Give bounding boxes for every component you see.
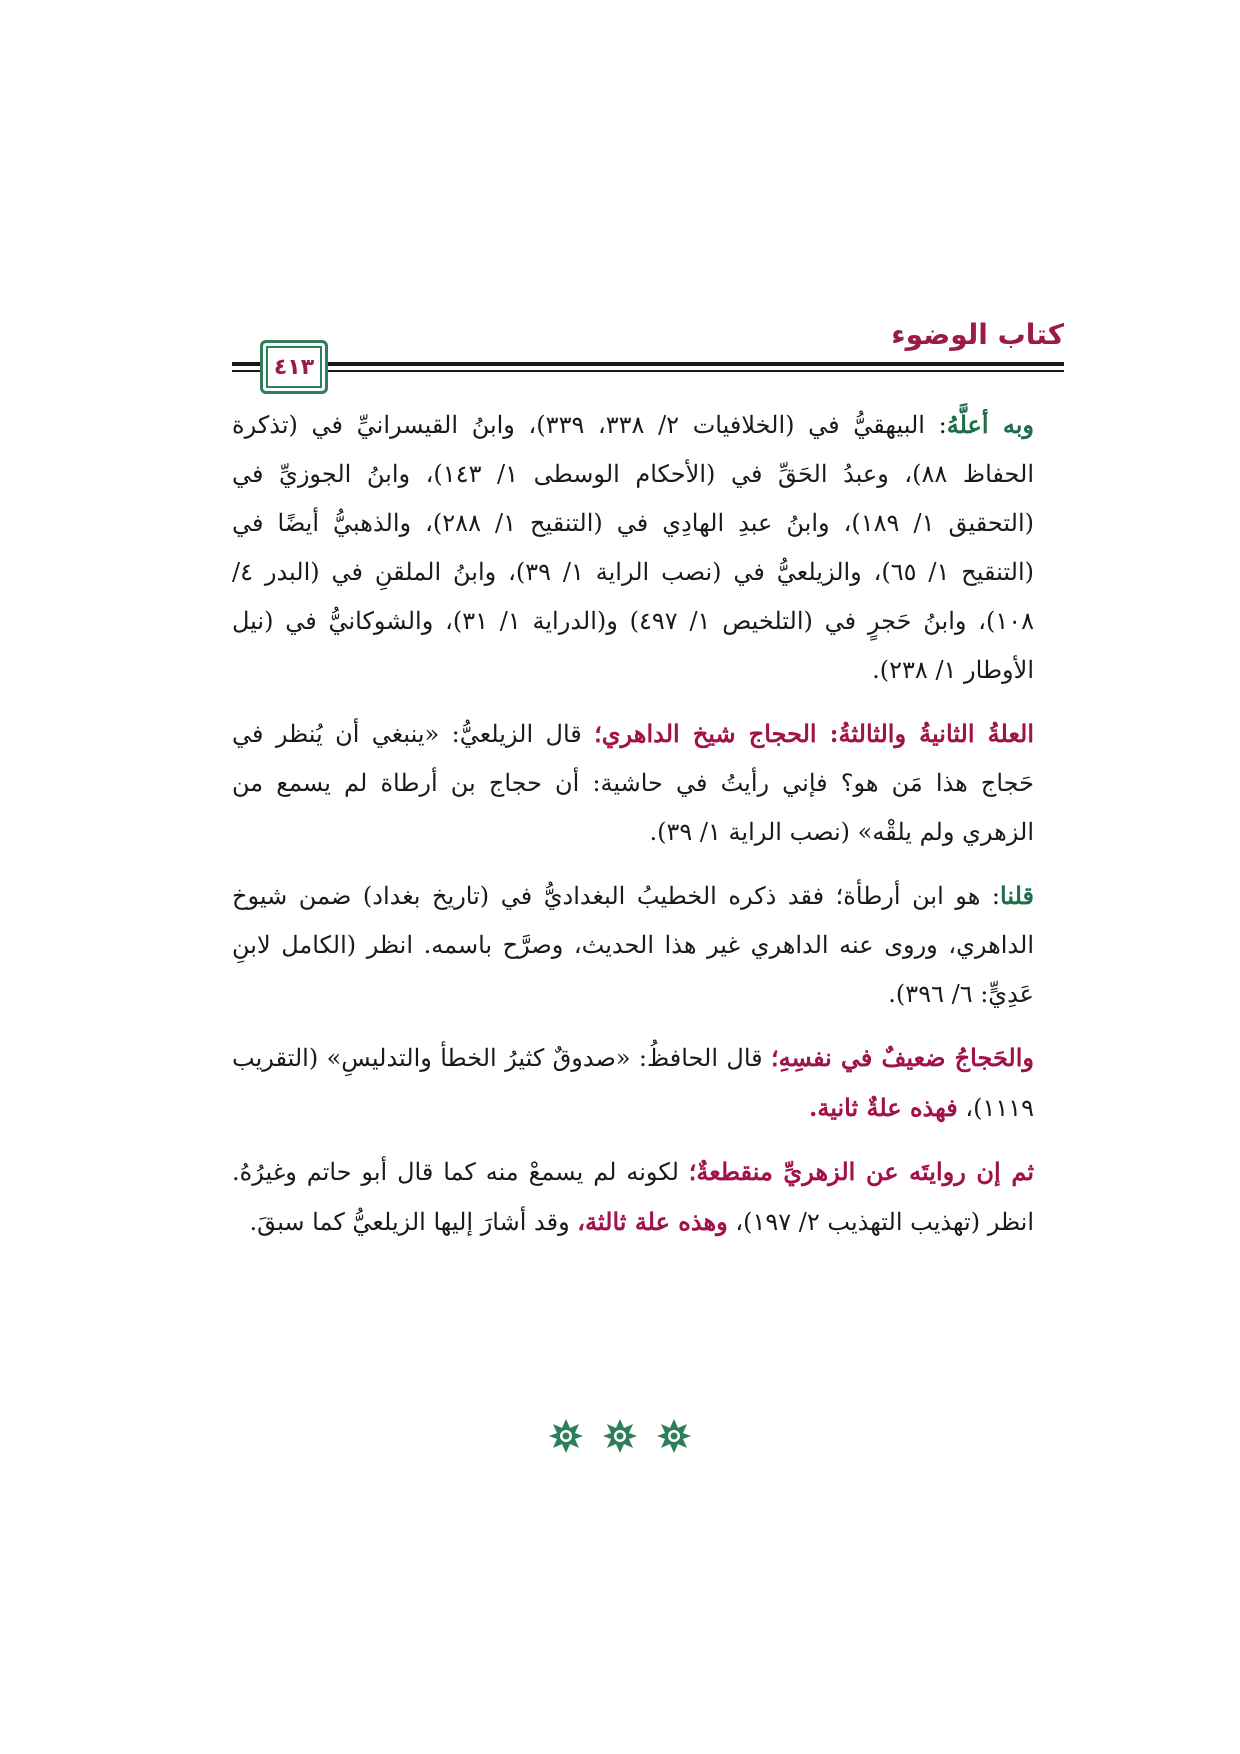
page-number-badge: [260, 340, 328, 394]
paragraph-4: [232, 1033, 1064, 1133]
header-rule-thin: [232, 370, 1064, 372]
paragraph-3-text: : هو ابن أرطأة؛ فقد ذكره الخطيبُ البغداديُّ في (تاريخ بغداد) ضمن شيوخ الداهري، وروى عنه الداهري غير هذا الحديث، وصرَّح باسمه. انظر (الكامل لابنِ عَدِيٍّ: ٦/ ٣٩٦).: [232, 882, 1034, 1008]
flower-ornament-icon: [602, 1418, 638, 1454]
page-number: ٤١٣: [273, 354, 315, 380]
paragraph-2: [232, 709, 1064, 857]
paragraph-5-lead: ثم إن روايتَه عن الزهريِّ منقطعةٌ؛: [688, 1157, 1034, 1186]
flower-ornament-icon: [656, 1418, 692, 1454]
paragraph-5-text-after: وقد أشارَ إليها الزيلعيُّ كما سبقَ.: [249, 1208, 578, 1236]
paragraph-1: [232, 400, 1064, 695]
paragraph-5-text: لكونه لم يسمعْ منه كما قال أبو حاتم وغيرُهُ. انظر (تهذيب التهذيب ٢/ ١٩٧)،: [232, 1158, 1034, 1236]
paragraph-1-text: : البيهقيُّ في (الخلافيات ٢/ ٣٣٨، ٣٣٩)، وابنُ القيسرانيِّ في (تذكرة الحفاظ ٨٨)، وعبدُ الحَقِّ في (الأحكام الوسطى ١/ ١٤٣)، وابنُ الجوزيِّ في (التحقيق ١/ ١٨٩)، وابنُ عبدِ الهادِي في (التنقيح ١/ ٢٨٨)، والذهبيُّ أيضًا في (التنقيح ١/ ٦٥)، والزيلعيُّ في (نصب الراية ١/ ٣٩)، وابنُ الملقنِ في (البدر ٤/ ١٠٨)، وابنُ حَجرٍ في (التلخيص ١/ ٤٩٧) و(الدراية ١/ ٣١)، والشوكانيُّ في (نيل الأوطار ١/ ٢٣٨).: [232, 411, 1035, 684]
paragraph-3: [232, 871, 1064, 1019]
paragraph-5-conclusion: وهذه علة ثالثة،: [577, 1207, 728, 1236]
page-header: [232, 318, 1064, 408]
chapter-title: كتاب الوضوء: [891, 318, 1064, 351]
paragraph-4-lead: والحَجاجُ ضعيفٌ في نفسِهِ؛: [771, 1043, 1035, 1072]
paragraph-4-conclusion: فهذه علةٌ ثانية.: [809, 1093, 958, 1122]
paragraph-2-text: قال الزيلعيُّ: «ينبغي أن يُنظر في حَجاج هذا مَن هو؟ فإني رأيتُ في حاشية: أن حجاج بن أرطاة لم يسمع من الزهري ولم يلقْه» (نصب الراية ١/ ٣٩).: [232, 720, 1034, 846]
page-content: [232, 400, 1064, 1261]
paragraph-1-lead: وبه أعلَّهُ: [946, 410, 1035, 439]
paragraph-4-text: قال الحافظُ: «صدوقٌ كثيرُ الخطأ والتدليسِ» (التقريب ١١١٩)،: [232, 1044, 1034, 1122]
paragraph-5: [232, 1147, 1064, 1247]
paragraph-3-lead: قلنا: [1000, 881, 1034, 910]
section-end-ornaments: [0, 1418, 1240, 1454]
flower-ornament-icon: [548, 1418, 584, 1454]
paragraph-2-lead: العلةُ الثانيةُ والثالثةُ: الحجاج شيخ الداهري؛: [594, 719, 1034, 748]
header-rule-thick: [232, 362, 1064, 366]
